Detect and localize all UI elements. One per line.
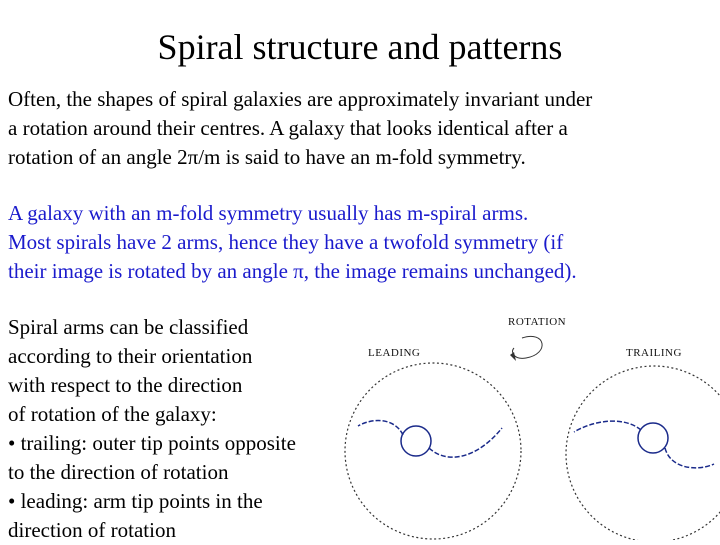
text-line: to the direction of rotation (8, 460, 229, 484)
spiral-arms-diagram (336, 308, 720, 540)
page-title: Spiral structure and patterns (157, 27, 563, 67)
text-line: rotation of an angle 2π/m is said to have an m-fold symmetry. (8, 145, 526, 169)
rotation-label: ROTATION (508, 316, 567, 328)
trailing-galaxy-outline (566, 366, 720, 540)
text-line: • trailing: outer tip points opposite (8, 431, 296, 455)
text-line: with respect to the direction (8, 373, 243, 397)
leading-arm-lower (429, 428, 502, 457)
text-line: direction of rotation (8, 518, 176, 542)
text-line: their image is rotated by an angle π, the image remains unchanged). (8, 259, 577, 283)
text-line: Most spirals have 2 arms, hence they have a twofold symmetry (if (8, 230, 564, 254)
text-line: of rotation of the galaxy: (8, 402, 217, 426)
text-line: Often, the shapes of spiral galaxies are approximately invariant under (8, 87, 593, 111)
text-line: • leading: arm tip points in the (8, 489, 263, 513)
trailing-galaxy-core (638, 423, 668, 453)
symmetry-paragraph (8, 199, 577, 286)
leading-arm-upper (358, 420, 403, 435)
spiral-arms-figure (336, 308, 720, 540)
text-line: according to their orientation (8, 344, 253, 368)
leading-label: LEADING (368, 347, 421, 359)
trailing-arm-upper (574, 421, 641, 432)
trailing-arm-lower (665, 448, 714, 468)
trailing-label: TRAILING (626, 347, 682, 359)
classification-paragraph (8, 313, 296, 545)
text-line: Spiral arms can be classified (8, 315, 249, 339)
leading-galaxy-core (401, 426, 431, 456)
intro-paragraph (8, 85, 592, 172)
text-line: A galaxy with an m-fold symmetry usually has m-spiral arms. (8, 201, 529, 225)
text-line: a rotation around their centres. A galaxy that looks identical after a (8, 116, 568, 140)
rotation-arrow-curve (513, 336, 543, 358)
